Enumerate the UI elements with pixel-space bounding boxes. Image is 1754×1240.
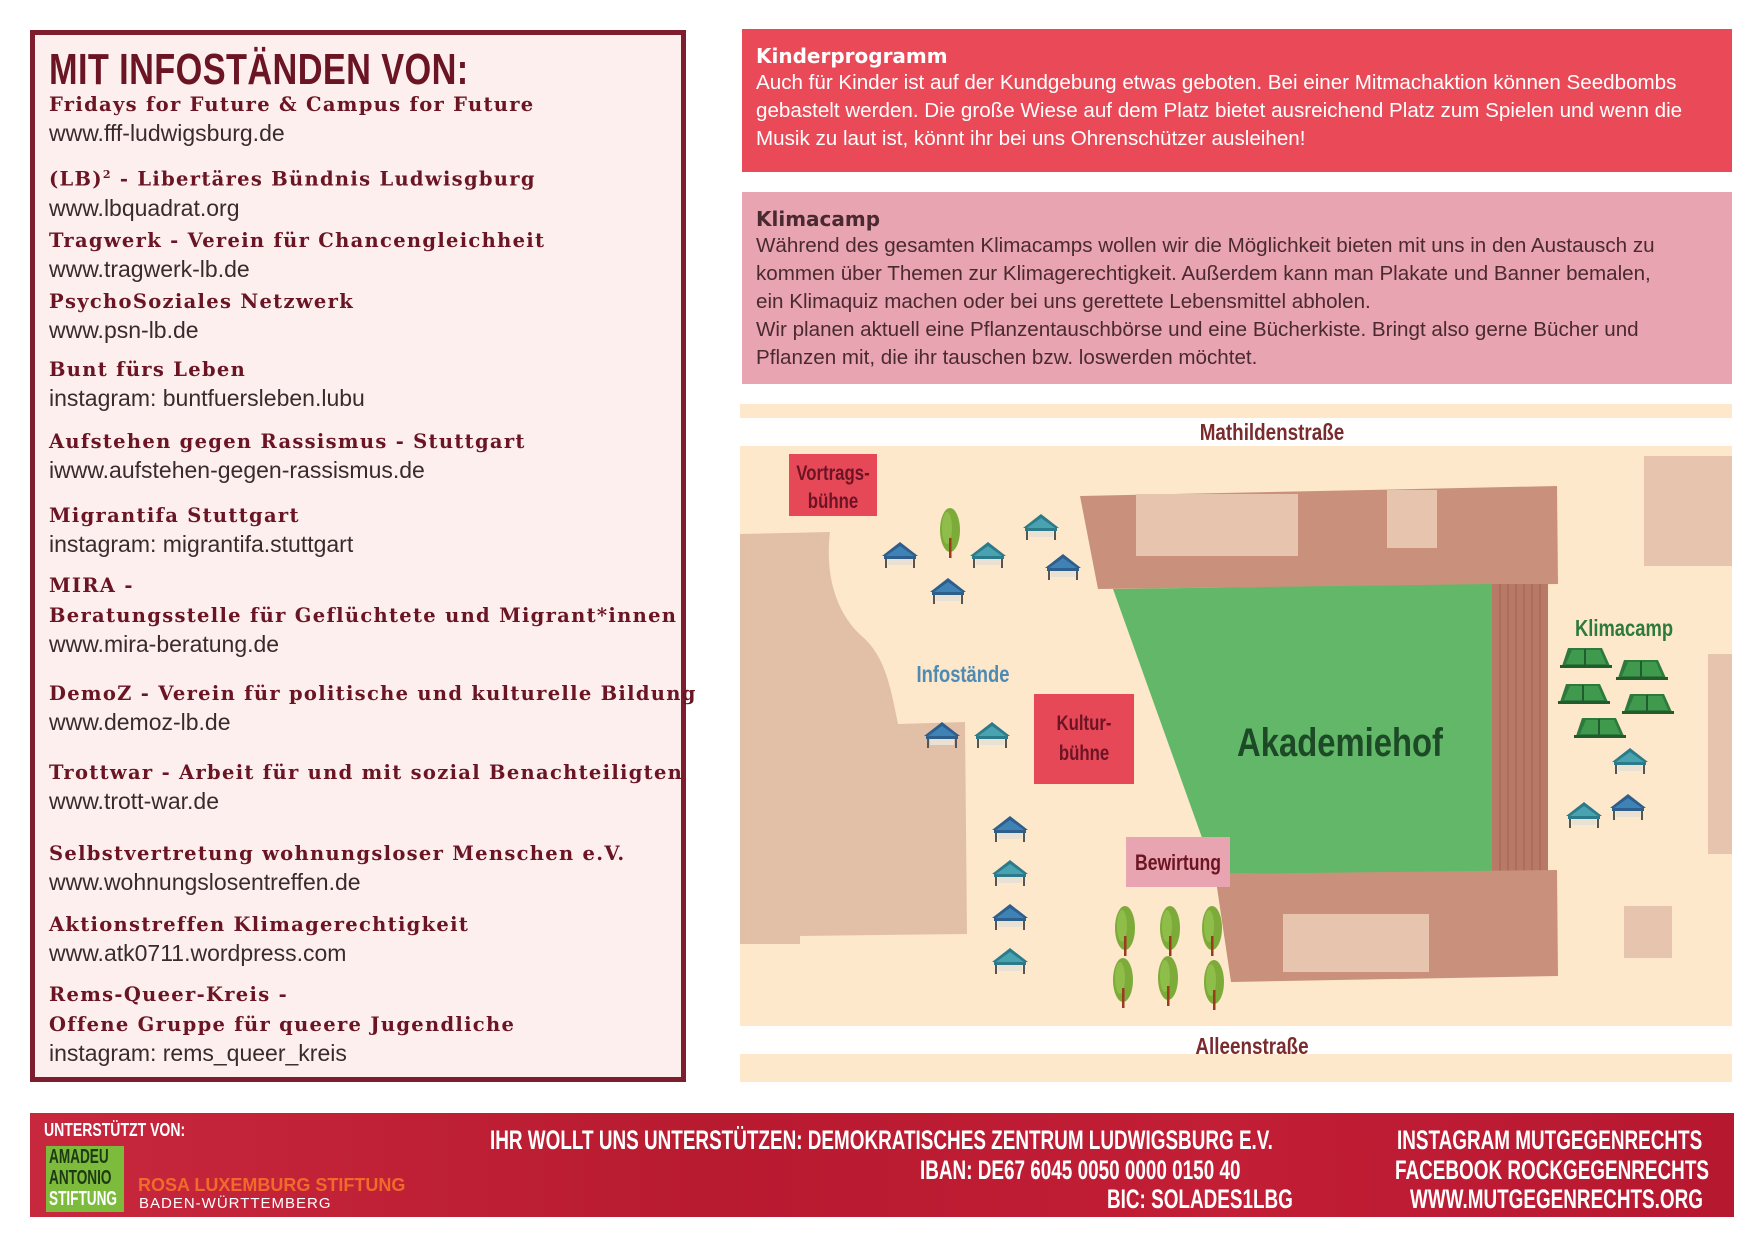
org-name: MIRA -: [49, 574, 134, 597]
org-link[interactable]: www.tragwerk-lb.de: [49, 256, 250, 282]
org-item: [49, 227, 545, 284]
org-name: Aufstehen gegen Rassismus - Stuttgart: [49, 430, 526, 453]
org-link[interactable]: www.trott-war.de: [49, 788, 219, 814]
street-bottom-label: Alleenstraße: [1195, 1034, 1309, 1060]
org-item: [49, 502, 353, 559]
kulturbuehne-label-line1: Kultur-: [1056, 712, 1112, 736]
org-name: Rems-Queer-Kreis -: [49, 983, 288, 1006]
org-item: [49, 428, 526, 485]
kulturbuehne-label-line2: bühne: [1058, 742, 1110, 766]
site-map-svg: [740, 404, 1732, 1089]
org-name: PsychoSoziales Netzwerk: [49, 290, 355, 313]
kinderprogramm-title: Kinderprogramm: [756, 44, 948, 68]
org-name-line2: Beratungsstelle für Geflüchtete und Migrant*innen: [49, 604, 678, 627]
klimacamp-line: Wir planen aktuell eine Pflanzentauschbörse und eine Bücherkiste. Bringt also gerne Bücher und: [756, 318, 1639, 341]
organizations-panel: [30, 30, 697, 1082]
org-link[interactable]: www.fff-ludwigsburg.de: [49, 120, 285, 146]
org-name: Aktionstreffen Klimagerechtigkeit: [49, 913, 470, 936]
rosa-luxemburg-subtitle: BADEN-WÜRTTEMBERG: [139, 1195, 332, 1212]
kinderprogramm-box: [742, 29, 1732, 172]
bic-line: BIC: SOLADES1LBG: [1107, 1184, 1293, 1214]
amadeu-line2: ANTONIO: [49, 1167, 112, 1189]
footer-banner: [30, 1113, 1734, 1217]
klimacamp-line: kommen über Themen zur Klimagerechtigkeit. Außerdem kann man Plakate und Banner bemalen,: [756, 262, 1651, 285]
org-link[interactable]: www.psn-lb.de: [49, 317, 199, 343]
org-name: Fridays for Future & Campus for Future: [49, 93, 535, 116]
amadeu-line3: STIFTUNG: [49, 1188, 117, 1210]
klimacamp-title: Klimacamp: [756, 207, 881, 231]
street-top-label: Mathildenstraße: [1199, 420, 1345, 446]
facebook-handle[interactable]: FACEBOOK ROCKGEGENRECHTS: [1395, 1155, 1709, 1185]
site-map: [740, 404, 1732, 1089]
org-item: [49, 911, 469, 968]
vortragsbuehne-label-line1: Vortrags-: [796, 462, 870, 486]
amadeu-antonio-logo: [46, 1146, 124, 1212]
org-item: [49, 356, 365, 413]
org-item: [49, 288, 354, 345]
klimacamp-map-label: Klimacamp: [1574, 616, 1674, 642]
org-item: [49, 572, 677, 659]
rosa-luxemburg-logo: ROSA LUXEMBURG STIFTUNG: [138, 1175, 406, 1195]
org-link[interactable]: www.mira-beratung.de: [49, 631, 280, 657]
org-name: Trottwar - Arbeit für und mit sozial Benachteiligten: [49, 761, 684, 784]
instagram-handle[interactable]: INSTAGRAM MUTGEGENRECHTS: [1397, 1125, 1703, 1155]
org-item: [49, 91, 535, 148]
org-link[interactable]: instagram: rems_queer_kreis: [49, 1040, 347, 1066]
org-item: [49, 759, 683, 816]
kinderprogramm-line: Auch für Kinder ist auf der Kundgebung etwas geboten. Bei einer Mitmachaktion können Seedbombs: [756, 71, 1677, 94]
org-name: Selbstvertretung wohnungsloser Menschen e.V.: [49, 842, 626, 865]
website-link[interactable]: WWW.MUTGEGENRECHTS.ORG: [1410, 1184, 1703, 1214]
klimacamp-line: Pflanzen mit, die ihr tauschen bzw. loswerden möchtet.: [756, 346, 1258, 369]
org-item: [49, 981, 515, 1068]
kinderprogramm-line: Musik zu laut ist, könnt ihr bei uns Ohrenschützer ausleihen!: [756, 127, 1306, 150]
org-name-line2: Offene Gruppe für queere Jugendliche: [49, 1013, 516, 1036]
vortragsbuehne-label-line2: bühne: [807, 490, 859, 514]
org-item: [49, 840, 625, 897]
org-link[interactable]: instagram: buntfuersleben.lubu: [49, 385, 365, 411]
org-link[interactable]: instagram: migrantifa.stuttgart: [49, 531, 354, 557]
org-name: Tragwerk - Verein für Chancengleichheit: [49, 229, 546, 252]
org-link[interactable]: www.wohnungslosentreffen.de: [49, 869, 361, 895]
org-name: DemoZ - Verein für politische und kulturelle Bildung: [49, 682, 697, 705]
klimacamp-line: Während des gesamten Klimacamps wollen wir die Möglichkeit bieten mit uns in den Austausch zu: [756, 234, 1655, 257]
org-name: Bunt fürs Leben: [49, 358, 247, 381]
support-line-1: IHR WOLLT UNS UNTERSTÜTZEN: DEMOKRATISCHES ZENTRUM LUDWIGSBURG E.V.: [490, 1125, 1273, 1155]
org-link[interactable]: www.lbquadrat.org: [49, 194, 240, 221]
iban-line: IBAN: DE67 6045 0050 0000 0150 40: [920, 1155, 1241, 1185]
org-item: [49, 680, 697, 737]
org-item: [49, 161, 536, 223]
org-link[interactable]: www.atk0711.wordpress.com: [49, 940, 347, 966]
bewirtung-label: Bewirtung: [1135, 851, 1221, 876]
org-name: Migrantifa Stuttgart: [49, 504, 300, 527]
org-link[interactable]: iwww.aufstehen-gegen-rassismus.de: [49, 457, 425, 483]
org-link[interactable]: www.demoz-lb.de: [49, 709, 231, 735]
kinderprogramm-line: gebastelt werden. Die große Wiese auf dem Platz bietet ausreichend Platz zum Spielen und wenn die: [756, 99, 1683, 122]
klimacamp-box: [742, 192, 1732, 384]
amadeu-line1: AMADEU: [49, 1146, 109, 1168]
org-name: (LB)$^2$ - Libertäres Bündnis Ludwisgburg: [49, 167, 536, 191]
supported-by-label: UNTERSTÜTZT VON:: [44, 1120, 186, 1140]
klimacamp-line: ein Klimaquiz machen oder bei uns gerettete Lebensmittel abholen.: [756, 290, 1371, 313]
akademiehof-label: Akademiehof: [1237, 719, 1443, 765]
infostaende-label: Infostände: [916, 662, 1010, 688]
panel-title: MIT INFOSTÄNDEN VON:: [49, 45, 469, 94]
